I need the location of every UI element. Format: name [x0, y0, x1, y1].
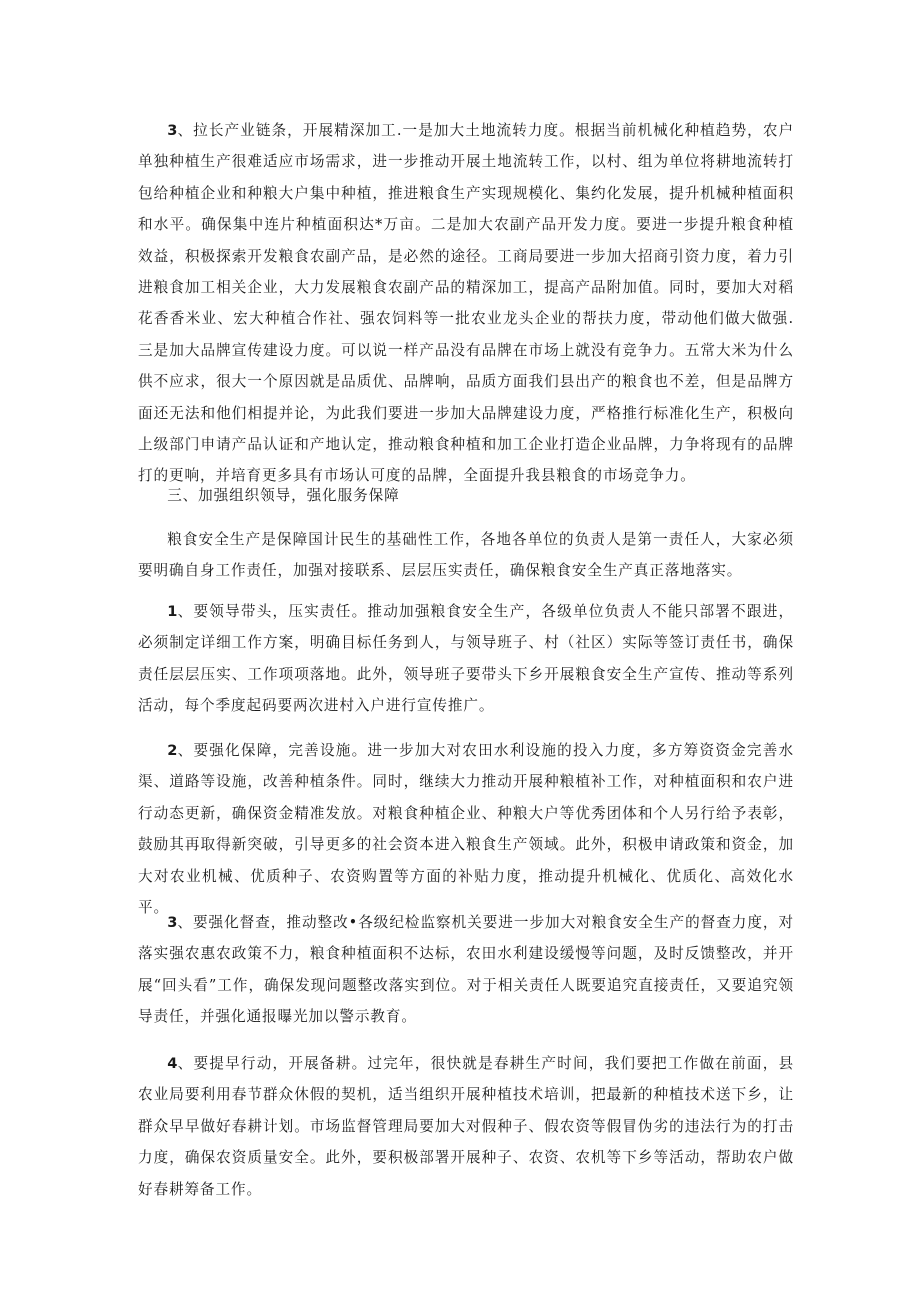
paragraph-number: 3: [167, 914, 178, 931]
paragraph-guarantee: [138, 735, 794, 923]
paragraph-spring-plowing: [138, 1048, 794, 1205]
paragraph-text: 、要强化督查，推动整改•各级纪检监察机关要进一步加大对粮食安全生产的督查力度，对落实强农惠农政策不力，粮食种植面积不达标，农田水利建设缓慢等问题，及时反馈整改，并开展“回头看”工作，确保发现问题整改落实到位。对于相关责任人既要追究直接责任，又要追究领导责任，并强化通报曝光加以警示教育。: [138, 914, 794, 1026]
paragraph-text: 、要提早行动，开展备耕。过完年，很快就是春耕生产时间，我们要把工作做在前面，县农业局要利用春节群众休假的契机，适当组织开展种植技术培训，把最新的种植技术送下乡，让群众早早做好春耕计划。市场监督管理局要加大对假种子、假农资等假冒伪劣的违法行为的打击力度，确保农资质量安全。此外，要积极部署开展种子、农资、农机等下乡等活动，帮助农户做好春耕筹备工作。: [138, 1055, 794, 1198]
paragraph-text: 、要领导带头，压实责任。推动加强粮食安全生产，各级单位负责人不能只部署不跟进，必须制定详细工作方案，明确目标任务到人，与领导班子、村（社区）实际等签订责任书，确保责任层层压实、工作项项落地。此外，领导班子要带头下乡开展粮食安全生产宣传、推动等系列活动，每个季度起码要两次进村入户进行宣传推广。: [138, 603, 794, 715]
paragraph-number: 3: [167, 122, 178, 139]
paragraph-industry-chain: [138, 115, 794, 492]
paragraph-leadership: [138, 596, 794, 722]
paragraph-number: 1: [167, 603, 178, 620]
paragraph-text: 、要强化保障，完善设施。进一步加大对农田水利设施的投入力度，多方筹资资金完善水渠、道路等设施，改善种植条件。同时，继续大力推动开展种粮植补工作，对种植面积和农户进行动态更新，确保资金精准发放。对粮食种植企业、种粮大户等优秀团体和个人另行给予表彰，鼓励其再取得新突破，引导更多的社会资本进入粮食生产领域。此外，积极申请政策和资金，加大对农业机械、优质种子、农资购置等方面的补贴力度，推动提升机械化、优质化、高效化水平。: [138, 742, 794, 917]
section-heading: 三、加强组织领导，强化服务保障: [167, 487, 400, 504]
paragraph-supervision: [138, 907, 794, 1033]
paragraph-text: 、拉长产业链条，开展精深加工.一是加大土地流转力度。根据当前机械化种植趋势，农户单独种植生产很难适应市场需求，进一步推动开展土地流转工作，以村、组为单位将耕地流转打包给种植企业和种粮大户集中种植，推进粮食生产实现规模化、集约化发展，提升机械种植面积和水平。确保集中连片种植面积达*万亩。二是加大农副产品开发力度。要进一步提升粮食种植效益，积极探索开发粮食农副产品，是必然的途径。工商局要进一步加大招商引资力度，着力引进粮食加工相关企业，大力发展粮食农副产品的精深加工，提高产品附加值。同时，要加大对稻花香香米业、宏大种植合作社、强农饲料等一批农业龙头企业的帮扶力度，带动他们做大做强.三是加大品牌宣传建设力度。可以说一样产品没有品牌在市场上就没有竞争力。五常大米为什么供不应求，很大一个原因就是品质优、品牌响，品质方面我们县出产的粮食也不差，但是品牌方面还无法和他们相提并论，为此我们要进一步加大品牌建设力度，严格推行标准化生产，积极向上级部门申请产品认证和产地认定，推动粮食种植和加工企业打造企业品牌，力争将现有的品牌打的更响，并培育更多具有市场认可度的品牌，全面提升我县粮食的市场竞争力。: [138, 122, 794, 485]
paragraph-number: 4: [167, 1055, 178, 1072]
paragraph-intro: [138, 524, 794, 587]
paragraph-text: 粮食安全生产是保障国计民生的基础性工作，各地各单位的负责人是第一责任人，大家必须要明确自身工作责任，加强对接联系、层层压实责任，确保粮食安全生产真正落地落实。: [138, 531, 794, 580]
paragraph-number: 2: [167, 742, 178, 759]
